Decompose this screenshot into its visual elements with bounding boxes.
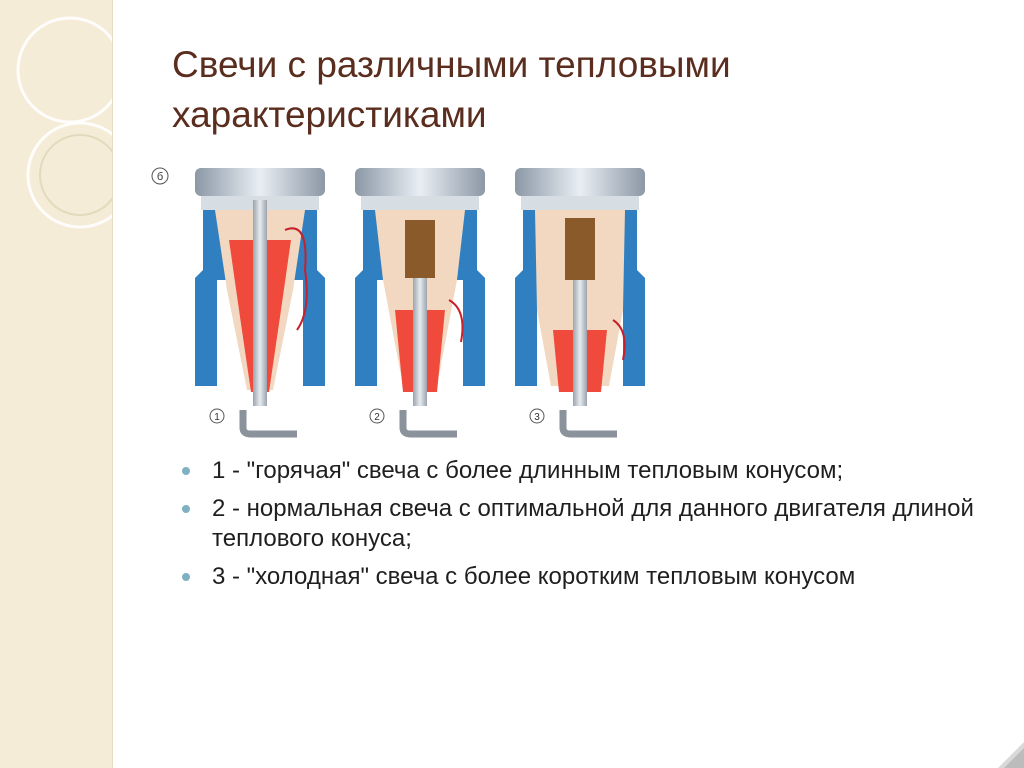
page-curl-icon bbox=[998, 742, 1024, 768]
bullet-text-2: 2 - нормальная свеча с оптимальной для данного двигателя длиной теплового конуса; bbox=[212, 495, 974, 552]
bullet-text-3: 3 - "холодная" свеча с более коротким тепловым конусом bbox=[212, 563, 856, 590]
spark-plug-2 bbox=[355, 168, 485, 434]
decorative-band bbox=[0, 0, 113, 768]
plug-2-label: 2 bbox=[374, 412, 380, 423]
title-line-2: характеристиками bbox=[172, 94, 487, 135]
slide-title bbox=[172, 40, 972, 140]
bullet-dot-icon bbox=[182, 573, 190, 581]
bullet-list bbox=[180, 456, 980, 600]
spark-plug-illustration bbox=[140, 160, 680, 440]
figure-label-b-text: б bbox=[156, 171, 164, 183]
bullet-item-3 bbox=[180, 562, 980, 592]
spark-plug-1 bbox=[195, 168, 325, 434]
bullet-dot-icon bbox=[182, 467, 190, 475]
plug-1-label: 1 bbox=[214, 412, 220, 423]
spark-plug-3 bbox=[515, 168, 645, 434]
title-line-1: Свечи с различными тепловыми bbox=[172, 44, 731, 85]
bullet-item-1 bbox=[180, 456, 980, 486]
plug-3-label: 3 bbox=[534, 412, 540, 423]
bullet-item-2 bbox=[180, 494, 980, 554]
decorative-rings bbox=[0, 0, 112, 768]
bullet-dot-icon bbox=[182, 505, 190, 513]
figure-label-b bbox=[152, 168, 168, 184]
bullet-text-1: 1 - "горячая" свеча с более длинным тепловым конусом; bbox=[212, 457, 844, 484]
